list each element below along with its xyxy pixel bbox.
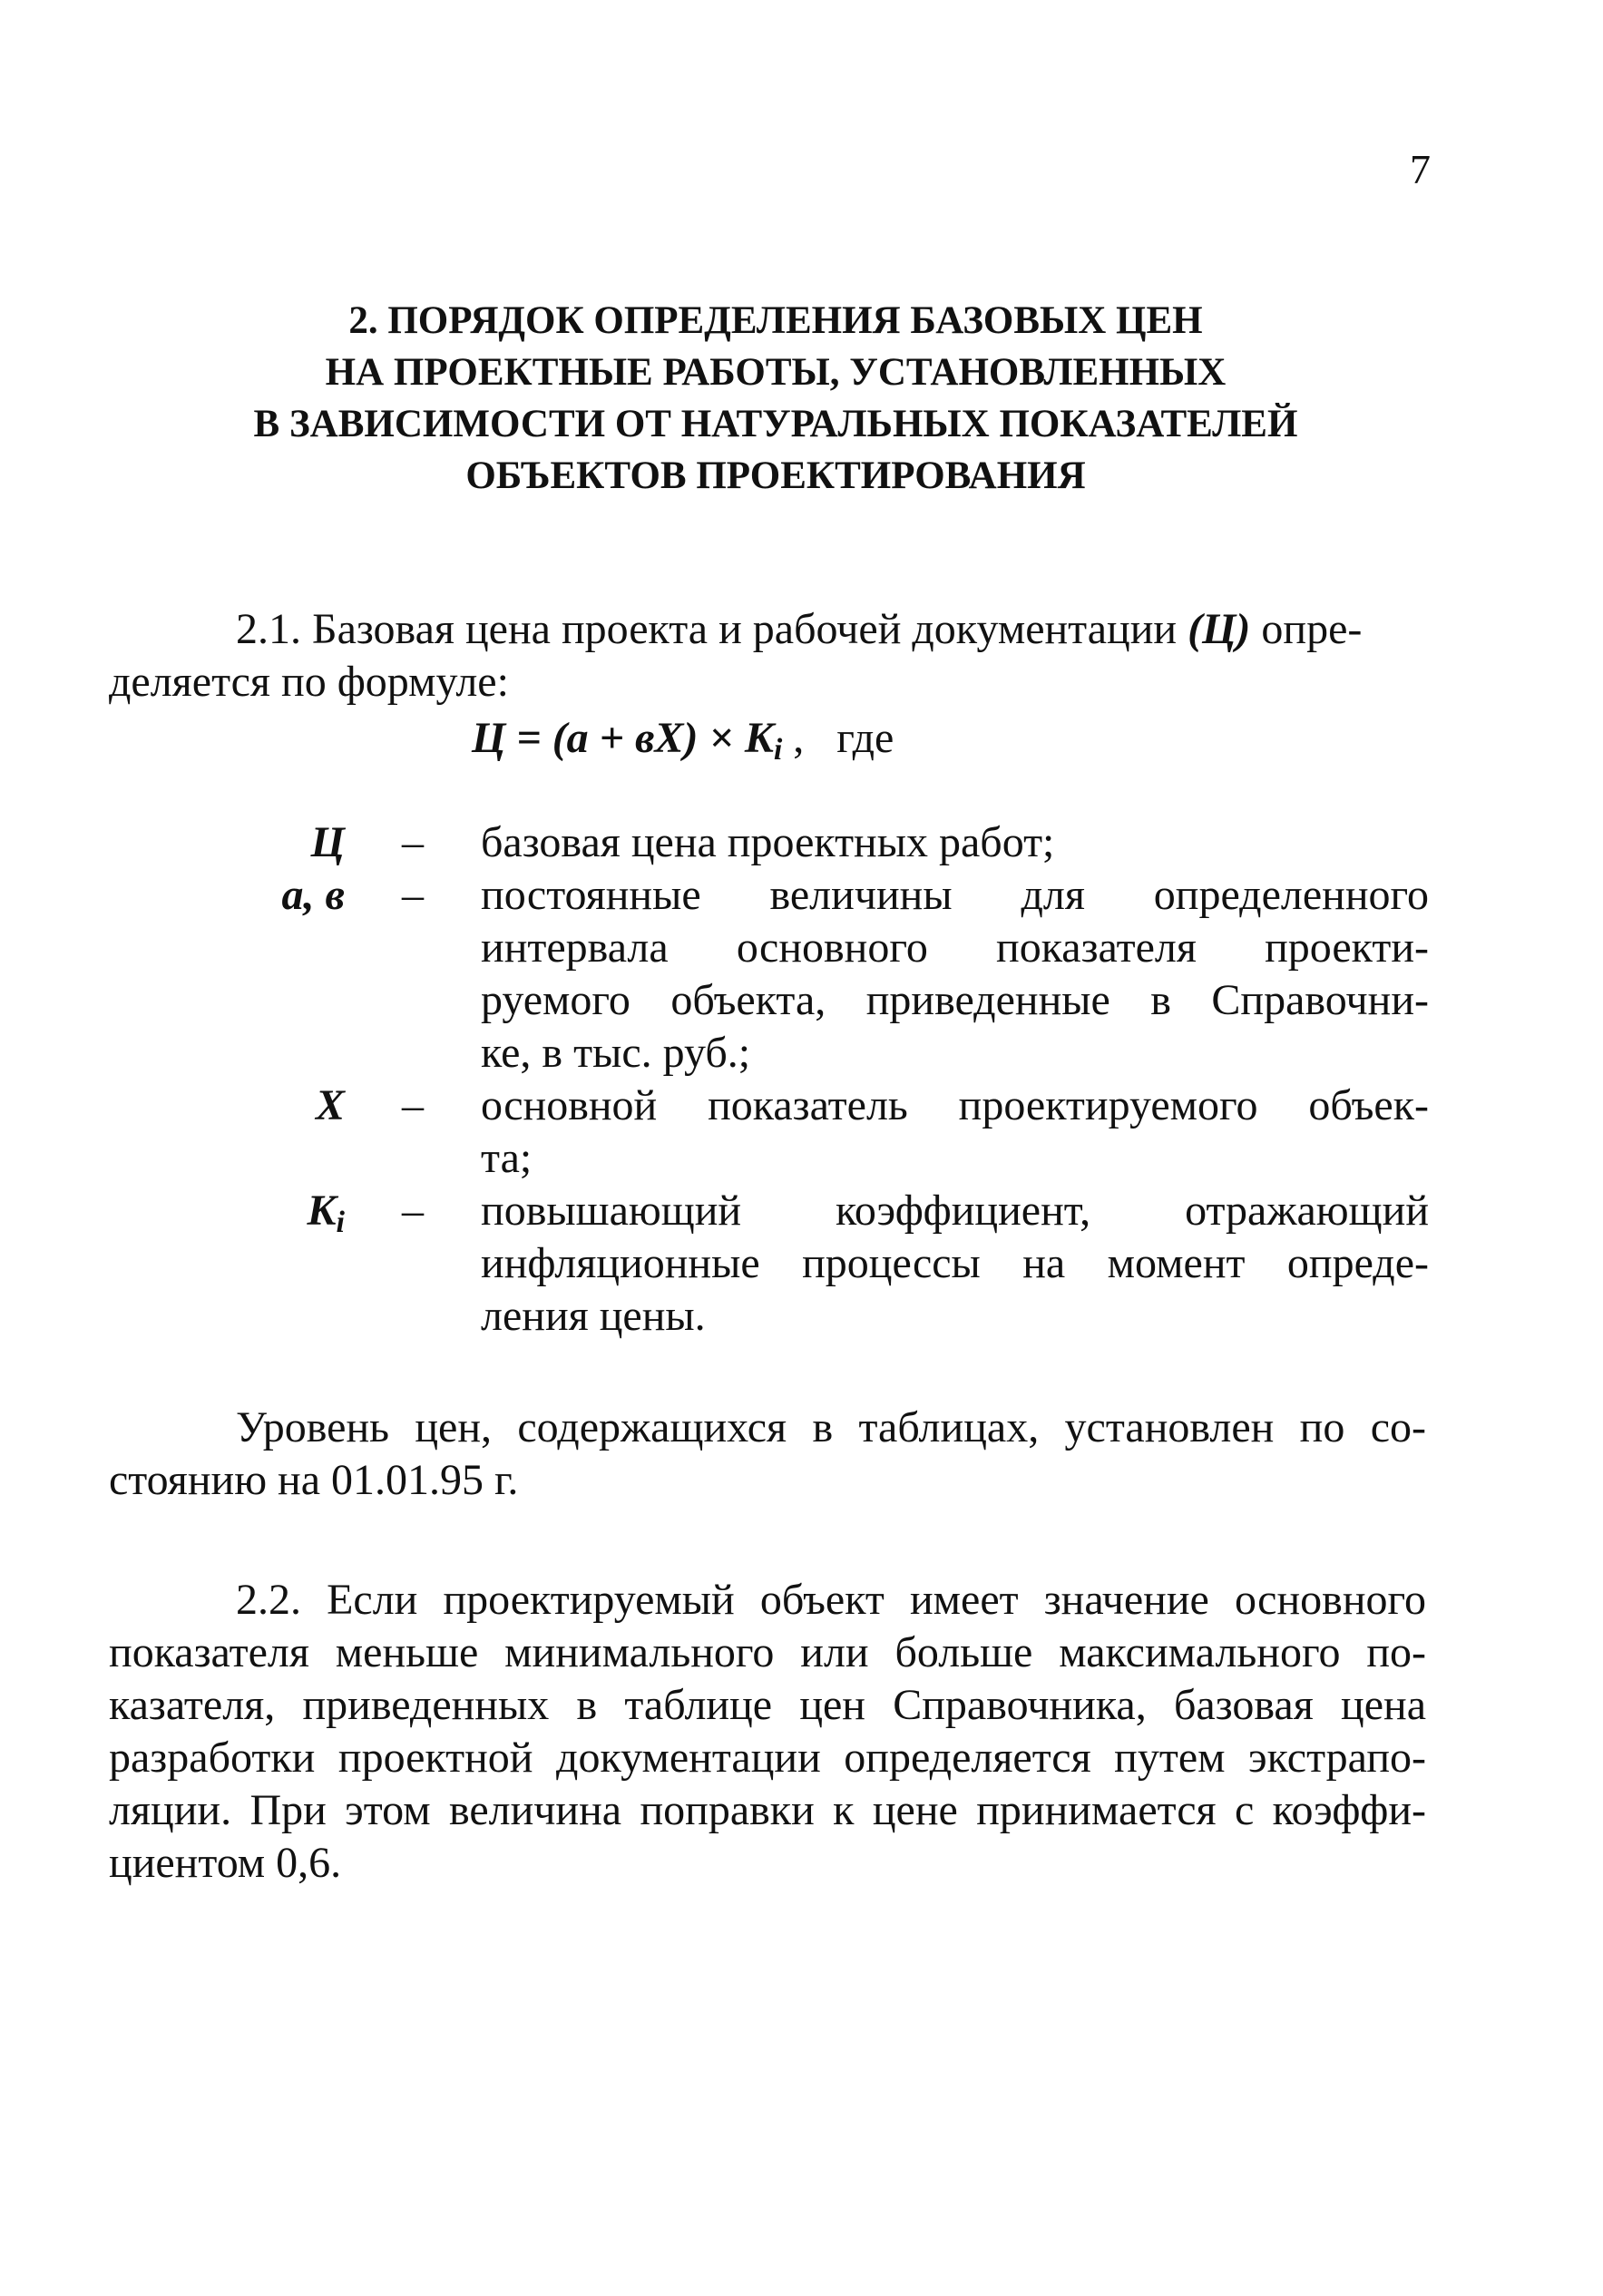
paragraph-line: показателя меньше минимального или больше максимального по- [109,1628,1426,1676]
section-title [109,295,1442,502]
formula-symbol: (Ц) [1188,605,1251,653]
paragraph-line [109,603,1426,656]
definition-row [109,816,1429,869]
page-number: 7 [1410,146,1431,192]
text-run: 2.1. Базовая цена проекта и рабочей документации [236,605,1188,653]
paragraph-2-1 [109,603,1426,708]
definition-line: постоянные величины для определенного [481,871,1429,919]
section-title-line: 2. ПОРЯДОК ОПРЕДЕЛЕНИЯ БАЗОВЫХ ЦЕН [348,299,1203,342]
definition-line: руемого объекта, приведенные в Справочни- [481,976,1429,1024]
definition-term [109,816,345,869]
section-title-line: В ЗАВИСИМОСТИ ОТ НАТУРАЛЬНЫХ ПОКАЗАТЕЛЕЙ [253,403,1298,445]
definition-dash: – [402,871,424,919]
term-symbol: Ц [310,818,345,866]
definition-line: интервала основного показателя проекти- [481,923,1429,972]
paragraph-line: казателя, приведенных в таблице цен Справочника, базовая цена [109,1681,1426,1729]
definition-row [109,869,1429,1080]
definition-row [109,1185,1429,1343]
paragraph-line: деляется по формуле: [109,658,509,706]
term-symbol: Х [315,1081,345,1129]
formula-main: Ц = (а + вХ) × K [472,714,774,762]
definition-line: инфляционные процессы на момент опреде- [481,1239,1429,1287]
definition-row [109,1080,1429,1185]
definition-term [109,1080,345,1132]
section-title-line: ОБЪЕКТОВ ПРОЕКТИРОВАНИЯ [465,454,1086,497]
term-symbol: K [307,1187,337,1235]
definitions-list [109,816,1429,1343]
definition-dash: – [402,818,424,866]
definition-term [109,869,345,922]
definition-dash: – [402,1081,424,1129]
paragraph-line: 2.2. Если проектируемый объект имеет значение основного [236,1576,1426,1624]
paragraph-2-2 [109,1574,1426,1890]
definition-line: повышающий коэффициент, отражающий [481,1187,1429,1235]
definition-text [481,869,1429,1080]
definition-line: основной показатель проектируемого объек- [481,1081,1429,1129]
definition-line: ке, в тыс. руб.; [481,1029,751,1077]
text-run: опре- [1250,605,1363,653]
paragraph-line: Уровень цен, содержащихся в таблицах, установлен по со- [236,1403,1426,1451]
definition-text [481,1080,1429,1185]
definition-dash: – [402,1187,424,1235]
paragraph-line: разработки проектной документации определяется путем экстрапо- [109,1734,1426,1782]
formula-expression [472,714,783,767]
paragraph-line: ляции. При этом величина поправки к цене принимается с коэффи- [109,1786,1426,1834]
price-formula [472,712,894,777]
paragraph-price-level [109,1402,1426,1507]
formula-separator: , [782,714,805,762]
definition-line: та; [481,1134,533,1182]
formula-subscript: i [773,733,783,767]
term-subscript: i [336,1206,345,1239]
paragraph-line: стоянию на 01.01.95 г. [109,1456,519,1504]
section-title-line: НА ПРОЕКТНЫЕ РАБОТЫ, УСТАНОВЛЕННЫХ [325,351,1227,394]
paragraph-line: циентом 0,6. [109,1839,342,1887]
term-symbol: а, в [281,871,345,919]
formula-where: где [836,714,894,762]
definition-text [481,1185,1429,1343]
definition-text [481,816,1429,869]
definition-line: ления цены. [481,1292,706,1340]
definition-line: базовая цена проектных работ; [481,818,1055,866]
definition-term [109,1185,345,1249]
